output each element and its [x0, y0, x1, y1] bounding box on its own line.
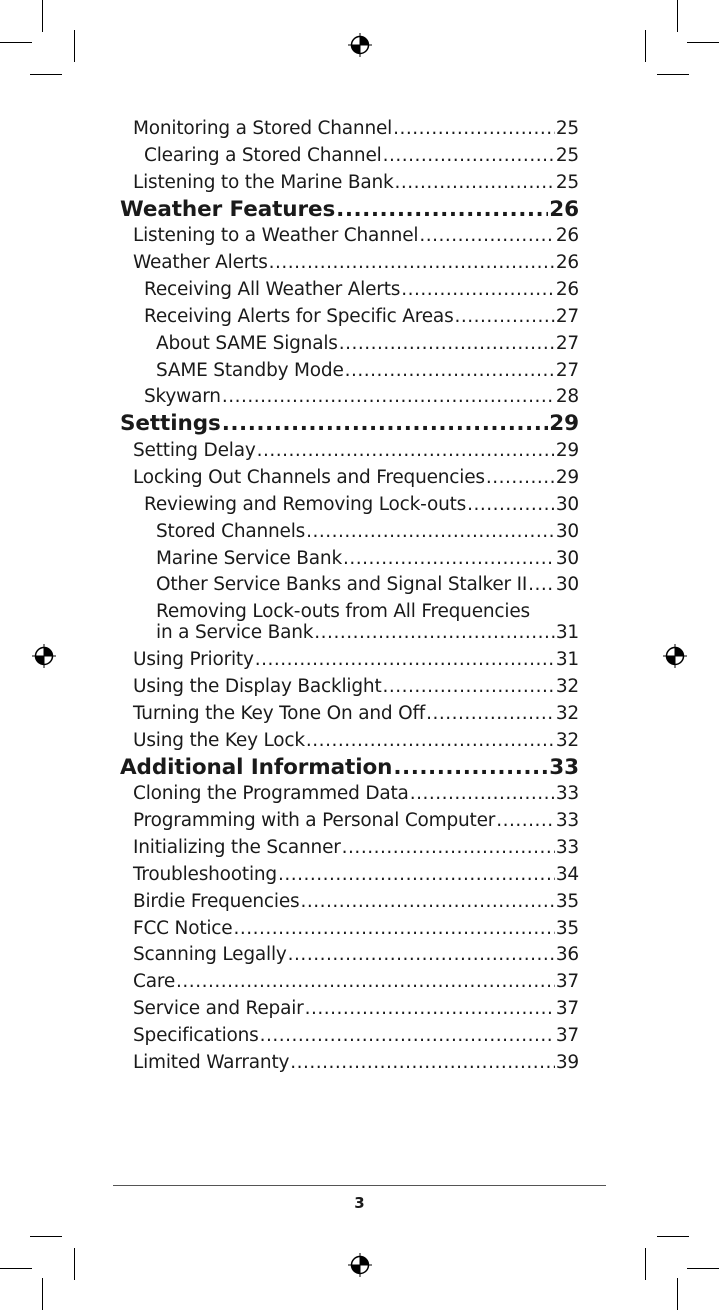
crop-mark: [74, 1248, 75, 1280]
toc-entry[interactable]: [120, 942, 579, 969]
toc-entry[interactable]: [120, 438, 579, 465]
toc-entry[interactable]: [120, 835, 579, 862]
dot-leader: [528, 572, 555, 599]
toc-entry-page: 29: [549, 411, 579, 437]
table-of-contents: [120, 116, 579, 1077]
dot-leader: [306, 519, 555, 546]
toc-entry[interactable]: [120, 331, 579, 358]
toc-entry[interactable]: [120, 969, 579, 996]
toc-entry[interactable]: [120, 492, 579, 519]
toc-entry-title: Additional Information: [120, 754, 393, 780]
toc-entry[interactable]: [120, 358, 579, 385]
dot-leader: [336, 197, 548, 224]
dot-leader: [467, 492, 555, 519]
toc-entry-title: Scanning Legally: [133, 944, 287, 966]
dot-leader: [426, 701, 555, 728]
toc-entry-page: 35: [555, 890, 579, 912]
toc-entry[interactable]: [120, 250, 579, 277]
crop-mark: [687, 1268, 719, 1269]
dot-leader: [496, 808, 555, 835]
dot-leader: [305, 996, 555, 1023]
dot-leader: [343, 546, 555, 573]
toc-entry-page: 25: [555, 144, 579, 166]
toc-entry-title: Removing Lock-outs from All Frequencies: [156, 601, 530, 623]
toc-entry-page: 33: [555, 837, 579, 859]
dot-leader: [255, 647, 555, 674]
dot-leader: [383, 143, 555, 170]
toc-entry-title: Care: [133, 971, 176, 993]
dot-leader: [393, 116, 555, 143]
toc-entry-page: 27: [555, 332, 579, 354]
toc-entry-title: Other Service Banks and Signal Stalker II: [156, 574, 528, 596]
toc-entry-title: Listening to a Weather Channel: [133, 225, 419, 247]
dot-leader: [290, 1050, 555, 1077]
toc-section-heading[interactable]: [120, 197, 579, 224]
toc-entry[interactable]: [120, 1050, 579, 1077]
toc-entry[interactable]: [120, 519, 579, 546]
toc-entry-page: 34: [555, 863, 579, 885]
toc-entry-page: 31: [555, 649, 579, 671]
page-number: 3: [354, 1194, 365, 1212]
crop-mark: [657, 74, 689, 75]
toc-entry-title-continued: in a Service Bank: [156, 622, 314, 644]
toc-entry-title: Skywarn: [144, 386, 221, 408]
toc-entry[interactable]: [120, 781, 579, 808]
toc-entry-page: 27: [555, 305, 579, 327]
toc-entry-title: Using the Display Backlight: [133, 676, 382, 698]
crop-mark: [30, 1236, 62, 1237]
toc-entry-title: About SAME Signals: [156, 332, 338, 354]
dot-leader: [269, 250, 555, 277]
dot-leader: [419, 223, 555, 250]
registration-mark-icon: [663, 644, 687, 668]
toc-entry-title: Weather Features: [120, 196, 336, 222]
crop-mark: [42, 0, 43, 32]
toc-entry[interactable]: [120, 862, 579, 889]
toc-entry-page: 39: [555, 1051, 579, 1073]
toc-entry-title: Initializing the Scanner: [133, 837, 341, 859]
toc-entry-title: Limited Warranty: [133, 1051, 290, 1073]
toc-entry[interactable]: [120, 674, 579, 701]
toc-entry-title: Locking Out Channels and Frequencies: [133, 466, 485, 488]
toc-entry-title: Weather Alerts: [133, 252, 268, 274]
toc-entry-page: 33: [555, 810, 579, 832]
toc-entry-title: Receiving Alerts for Specific Areas: [144, 305, 454, 327]
crop-mark: [74, 30, 75, 62]
crop-mark: [687, 42, 719, 43]
toc-entry-page: 37: [555, 998, 579, 1020]
toc-entry-page: 30: [555, 547, 579, 569]
toc-entry[interactable]: [120, 701, 579, 728]
dot-leader: [342, 835, 555, 862]
toc-entry-page: 32: [555, 676, 579, 698]
toc-entry[interactable]: [120, 808, 579, 835]
dot-leader: [455, 304, 555, 331]
crop-mark: [645, 30, 646, 62]
toc-entry-title: Turning the Key Tone On and Off: [133, 702, 426, 724]
toc-entry-page: 33: [555, 783, 579, 805]
toc-entry[interactable]: [120, 546, 579, 573]
dot-leader: [260, 1023, 555, 1050]
toc-entry[interactable]: [120, 916, 579, 943]
toc-entry[interactable]: [120, 647, 579, 674]
dot-leader: [383, 674, 555, 701]
dot-leader: [233, 916, 554, 943]
crop-mark: [30, 74, 62, 75]
toc-entry[interactable]: [120, 384, 579, 411]
dot-leader: [278, 862, 555, 889]
toc-entry-page: 26: [549, 196, 579, 222]
toc-entry[interactable]: [120, 728, 579, 755]
registration-mark-icon: [348, 33, 372, 57]
toc-entry-page: 35: [555, 917, 579, 939]
toc-entry-title: SAME Standby Mode: [156, 359, 344, 381]
toc-entry[interactable]: [120, 465, 579, 492]
toc-entry[interactable]: [120, 572, 579, 599]
toc-entry[interactable]: [120, 170, 579, 197]
toc-entry-title: Using the Key Lock: [133, 729, 305, 751]
toc-entry-page: 37: [555, 1025, 579, 1046]
crop-mark: [657, 1236, 689, 1237]
registration-mark-icon: [348, 1253, 372, 1277]
toc-entry-title: Programming with a Personal Computer: [133, 810, 496, 832]
toc-entry[interactable]: [120, 996, 579, 1023]
toc-entry-page: 26: [555, 225, 579, 247]
crop-mark: [677, 1278, 678, 1310]
toc-entry-page: 30: [555, 520, 579, 542]
dot-leader: [395, 170, 555, 197]
toc-entry-page: 26: [555, 252, 579, 274]
toc-entry-page: 33: [549, 754, 579, 780]
toc-entry-title: Settings: [120, 411, 221, 437]
toc-section-heading[interactable]: [120, 755, 579, 782]
toc-entry[interactable]: [120, 143, 579, 170]
registration-mark-icon: [32, 644, 56, 668]
toc-entry-page: 31: [555, 622, 579, 644]
dot-leader: [345, 358, 555, 385]
toc-entry-title: Specifications: [133, 1025, 259, 1046]
toc-entry[interactable]: [120, 116, 579, 143]
toc-entry[interactable]: [120, 1023, 579, 1050]
dot-leader: [176, 969, 555, 996]
toc-entry-title: Cloning the Programmed Data: [133, 783, 409, 805]
dot-leader: [486, 465, 555, 492]
dot-leader: [410, 781, 555, 808]
toc-entry-page: 25: [555, 118, 579, 139]
toc-entry[interactable]: [120, 889, 579, 916]
toc-entry-title: Birdie Frequencies: [133, 890, 300, 912]
crop-mark: [645, 1248, 646, 1280]
toc-entry-page: 28: [555, 386, 579, 408]
toc-entry-title: Setting Delay: [133, 440, 256, 462]
crop-mark: [677, 0, 678, 32]
toc-entry-page: 29: [555, 440, 579, 462]
dot-leader: [306, 728, 555, 755]
dot-leader: [222, 384, 555, 411]
toc-section-heading[interactable]: [120, 411, 579, 438]
dot-leader: [401, 277, 555, 304]
toc-entry-title: Receiving All Weather Alerts: [144, 279, 401, 301]
toc-entry-page: 30: [555, 574, 579, 596]
toc-entry-title: Using Priority: [133, 649, 254, 671]
dot-leader: [314, 622, 555, 643]
toc-entry-title: FCC Notice: [133, 917, 233, 939]
toc-entry-title: Listening to the Marine Bank: [133, 171, 394, 193]
toc-entry[interactable]: [120, 599, 579, 647]
toc-entry-title: Clearing a Stored Channel: [144, 144, 382, 166]
toc-entry[interactable]: [120, 277, 579, 304]
toc-entry-page: 37: [555, 971, 579, 993]
dot-leader: [393, 755, 548, 782]
toc-entry-page: 36: [555, 944, 579, 966]
footer-divider: [113, 1185, 606, 1186]
toc-entry-page: 32: [555, 729, 579, 751]
dot-leader: [257, 438, 555, 465]
toc-entry-title: Stored Channels: [156, 520, 306, 542]
toc-entry-title: Monitoring a Stored Channel: [133, 118, 393, 139]
toc-entry-title: Service and Repair: [133, 998, 304, 1020]
dot-leader: [222, 411, 549, 438]
toc-entry-page: 27: [555, 359, 579, 381]
toc-entry[interactable]: [120, 223, 579, 250]
toc-entry-page: 26: [555, 279, 579, 301]
toc-entry-page: 25: [555, 171, 579, 193]
toc-entry-page: 32: [555, 702, 579, 724]
toc-entry-page: 29: [555, 466, 579, 488]
toc-entry-page: 30: [555, 493, 579, 515]
crop-mark: [0, 1268, 32, 1269]
toc-entry[interactable]: [120, 304, 579, 331]
toc-entry-title: Reviewing and Removing Lock-outs: [144, 493, 467, 515]
dot-leader: [288, 942, 555, 969]
toc-entry-title: Marine Service Bank: [156, 547, 342, 569]
crop-mark: [0, 42, 32, 43]
crop-mark: [42, 1278, 43, 1310]
dot-leader: [300, 889, 554, 916]
toc-entry-title: Troubleshooting: [133, 863, 277, 885]
dot-leader: [339, 331, 555, 358]
